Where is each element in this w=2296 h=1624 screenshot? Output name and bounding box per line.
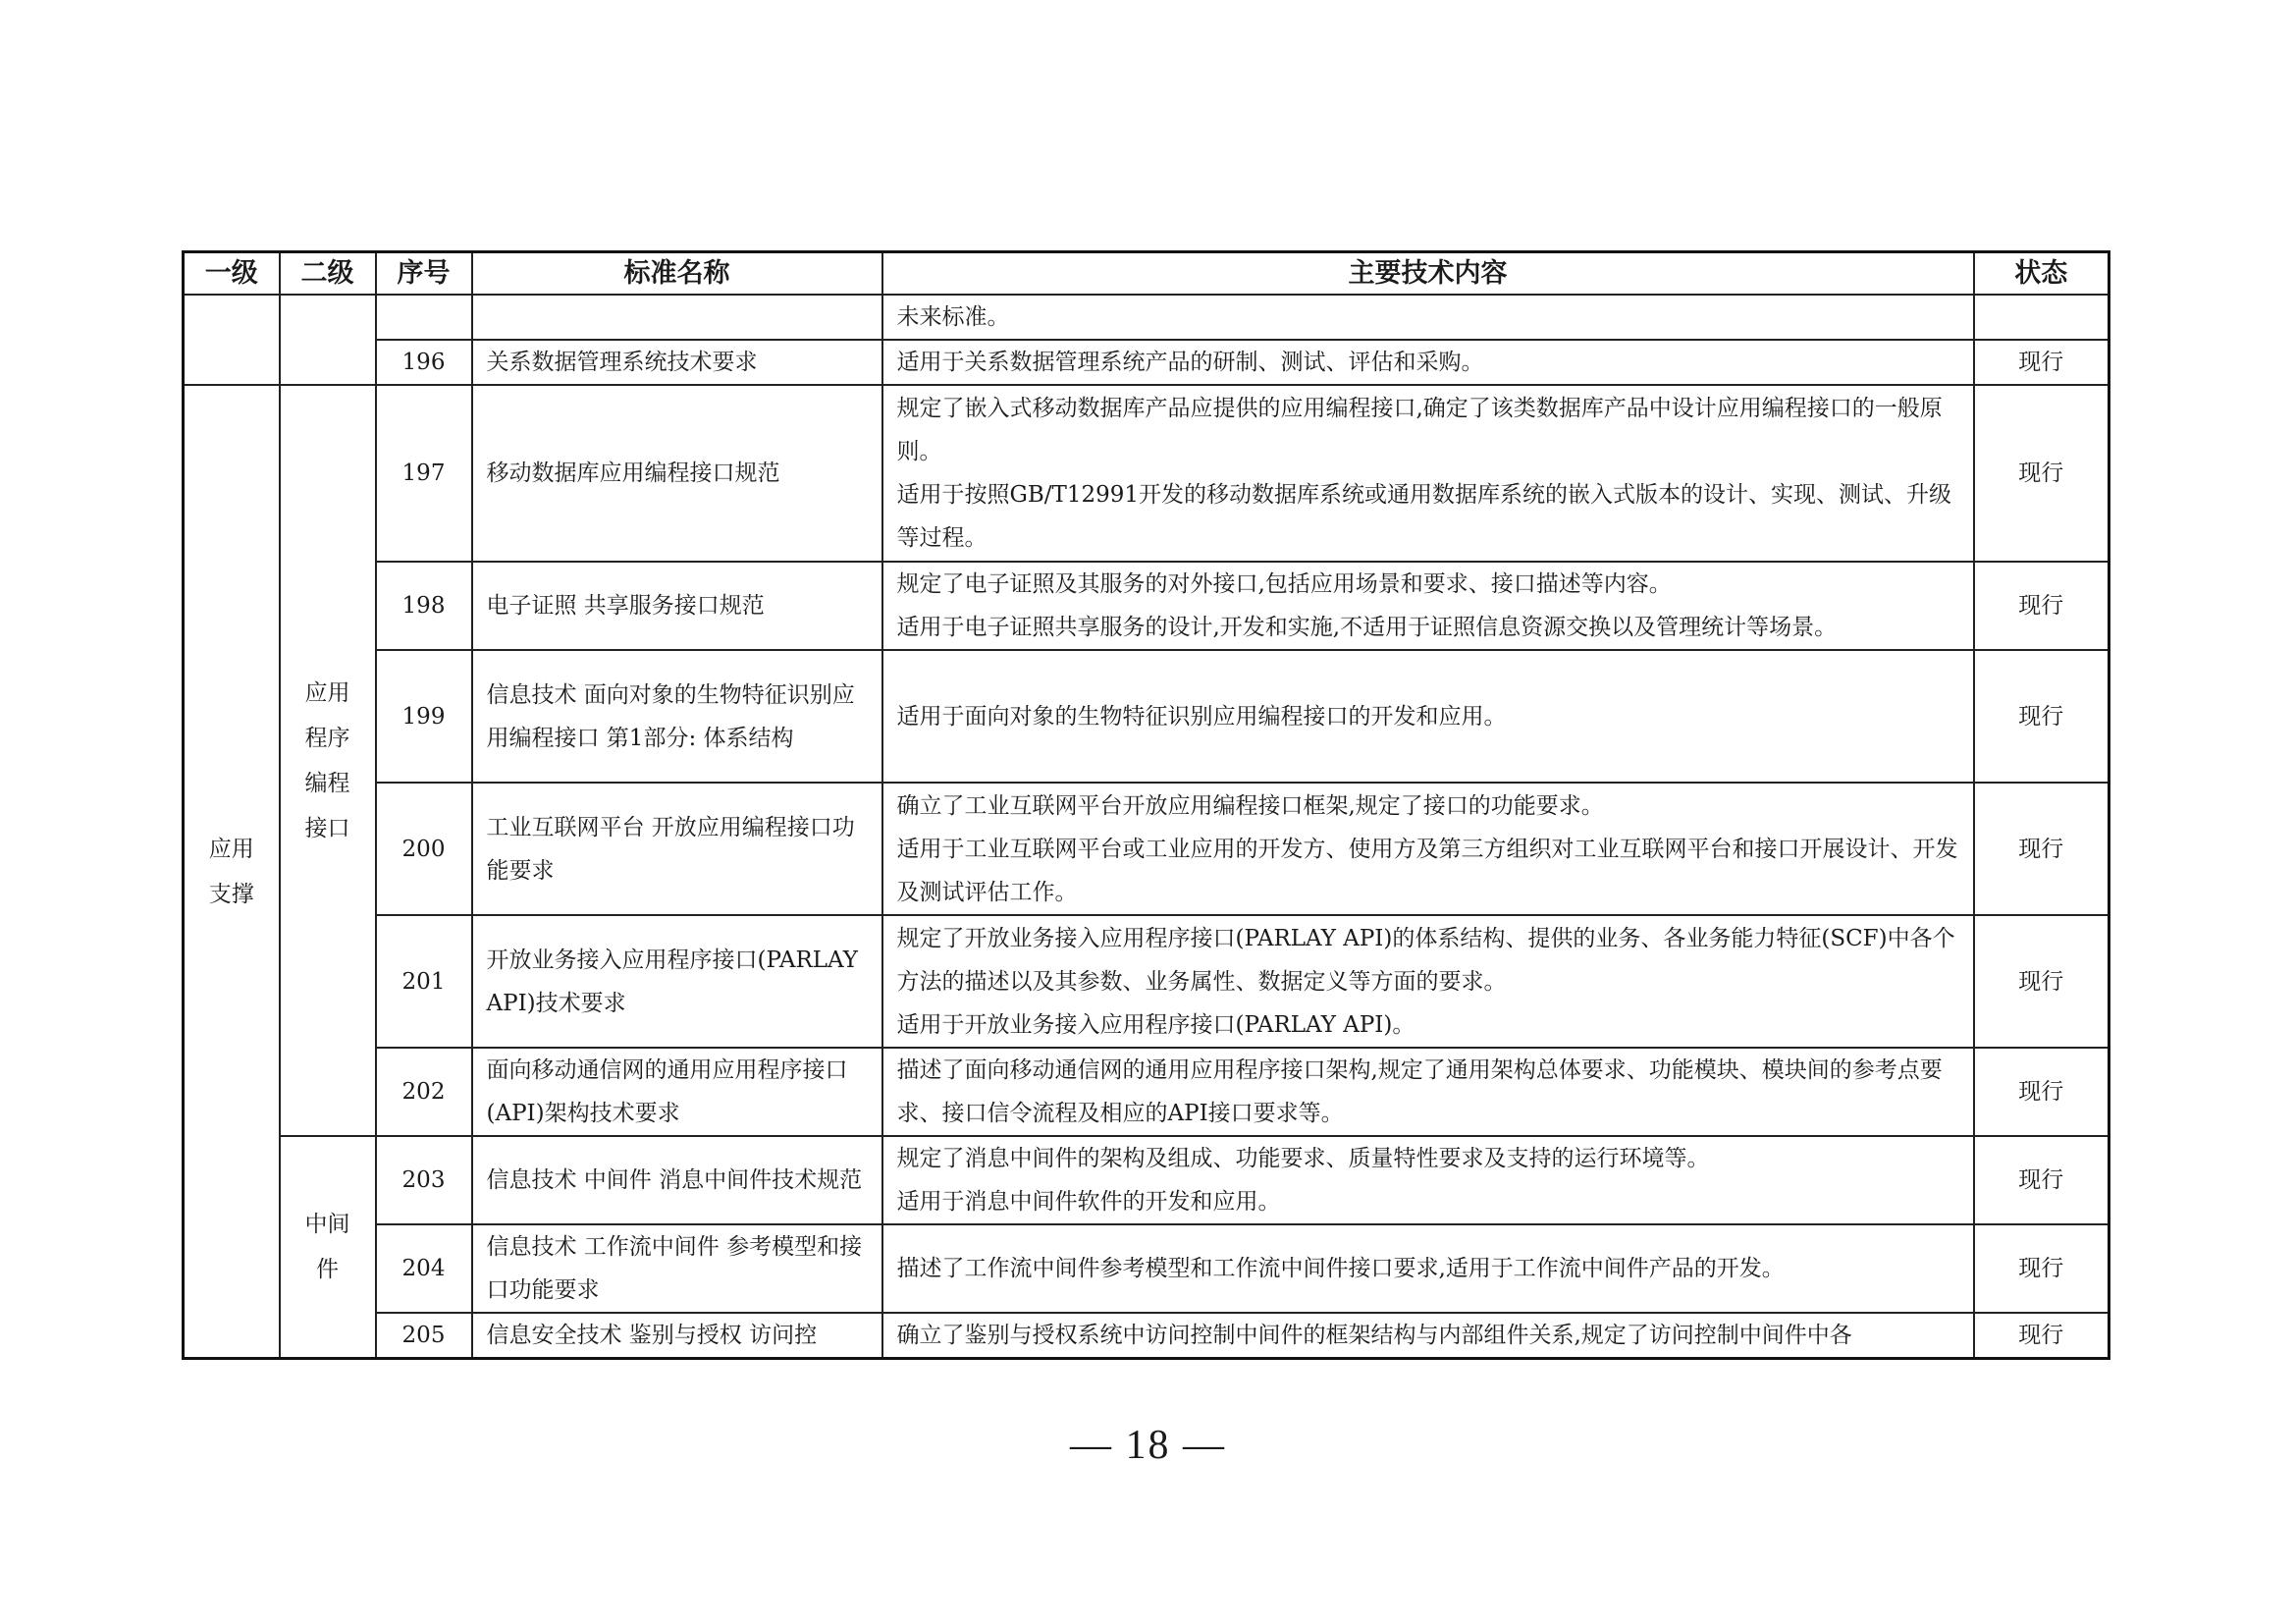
name-cell: 移动数据库应用编程接口规范	[472, 385, 882, 562]
table-row	[184, 1224, 2109, 1313]
standards-table	[182, 250, 2110, 1360]
name-cell: 工业互联网平台 开放应用编程接口功能要求	[472, 783, 882, 915]
status-cell: 现行	[1974, 340, 2109, 385]
content-cell	[882, 1313, 1974, 1359]
page-number: — 18 —	[1070, 1423, 1226, 1468]
table-row	[184, 783, 2109, 915]
status-cell	[1974, 295, 2109, 340]
level1-group-cell	[184, 385, 280, 1359]
name-cell: 信息技术 工作流中间件 参考模型和接口功能要求	[472, 1224, 882, 1313]
status-cell: 现行	[1974, 783, 2109, 915]
content-cell	[882, 562, 1974, 650]
seq-cell	[376, 295, 472, 340]
table-row	[184, 915, 2109, 1048]
seq-cell: 199	[376, 650, 472, 783]
content-line: 描述了面向移动通信网的通用应用程序接口架构,规定了通用架构总体要求、功能模块、模块间的参考点要求、接口信令流程及相应的API接口要求等。	[896, 1057, 1943, 1126]
seq-cell: 202	[376, 1048, 472, 1136]
level2-group-label-middleware: 中间件	[304, 1212, 350, 1282]
content-cell: 未来标准。	[882, 295, 1974, 340]
status-cell: 现行	[1974, 1136, 2109, 1224]
content-cell	[882, 1136, 1974, 1224]
seq-cell: 200	[376, 783, 472, 915]
seq-cell: 203	[376, 1136, 472, 1224]
content-cell	[882, 1224, 1974, 1313]
content-line: 适用于面向对象的生物特征识别应用编程接口的开发和应用。	[896, 703, 1507, 730]
content-cell	[882, 650, 1974, 783]
status-cell: 现行	[1974, 385, 2109, 562]
name-cell: 信息技术 面向对象的生物特征识别应用编程接口 第1部分: 体系结构	[472, 650, 882, 783]
status-cell: 现行	[1974, 562, 2109, 650]
table-row	[184, 562, 2109, 650]
seq-cell: 198	[376, 562, 472, 650]
name-cell: 电子证照 共享服务接口规范	[472, 562, 882, 650]
content-cell	[882, 385, 1974, 562]
header-seq: 序号	[376, 252, 472, 296]
table-row	[184, 295, 2109, 340]
content-line: 适用于消息中间件软件的开发和应用。	[896, 1189, 1281, 1215]
name-cell: 面向移动通信网的通用应用程序接口(API)架构技术要求	[472, 1048, 882, 1136]
content-line: 规定了电子证照及其服务的对外接口,包括应用场景和要求、接口描述等内容。	[896, 571, 1672, 597]
content-line: 适用于电子证照共享服务的设计,开发和实施,不适用于证照信息资源交换以及管理统计等场景。	[896, 615, 1838, 640]
status-cell: 现行	[1974, 1048, 2109, 1136]
name-cell: 开放业务接入应用程序接口(PARLAY API)技术要求	[472, 915, 882, 1048]
header-content: 主要技术内容	[882, 252, 1974, 296]
content-line: 适用于开放业务接入应用程序接口(PARLAY API)。	[896, 1011, 1415, 1038]
name-cell: 信息技术 中间件 消息中间件技术规范	[472, 1136, 882, 1224]
seq-cell: 204	[376, 1224, 472, 1313]
table-row	[184, 385, 2109, 562]
content-cell: 适用于关系数据管理系统产品的研制、测试、评估和采购。	[882, 340, 1974, 385]
table-row	[184, 650, 2109, 783]
table-row	[184, 1136, 2109, 1224]
level1-group-label: 应用支撑	[208, 836, 254, 907]
content-line: 描述了工作流中间件参考模型和工作流中间件接口要求,适用于工作流中间件产品的开发。	[896, 1256, 1785, 1281]
table-header-row	[184, 252, 2109, 296]
level1-cell-empty	[184, 295, 280, 385]
content-cell	[882, 783, 1974, 915]
content-line: 确立了工业互联网平台开放应用编程接口框架,规定了接口的功能要求。	[896, 792, 1604, 819]
seq-cell: 201	[376, 915, 472, 1048]
content-line: 规定了开放业务接入应用程序接口(PARLAY API)的体系结构、提供的业务、各业务能力特征(SCF)中各个方法的描述以及其参数、业务属性、数据定义等方面的要求。	[896, 925, 1955, 995]
name-cell: 关系数据管理系统技术要求	[472, 340, 882, 385]
status-cell: 现行	[1974, 650, 2109, 783]
status-cell: 现行	[1974, 1224, 2109, 1313]
content-cell	[882, 915, 1974, 1048]
header-status: 状态	[1974, 252, 2109, 296]
table-row	[184, 1048, 2109, 1136]
content-line: 适用于按照GB/T12991开发的移动数据库系统或通用数据库系统的嵌入式版本的设计、实现、测试、升级等过程。	[896, 482, 1952, 551]
name-cell	[472, 295, 882, 340]
level2-group-cell-api	[280, 385, 376, 1136]
table-row	[184, 1313, 2109, 1359]
seq-cell: 205	[376, 1313, 472, 1359]
status-cell: 现行	[1974, 1313, 2109, 1359]
table-row	[184, 340, 2109, 385]
seq-cell: 197	[376, 385, 472, 562]
level2-group-label-api: 应用程序编程接口	[304, 679, 350, 841]
header-level2: 二级	[280, 252, 376, 296]
level2-cell-empty	[280, 295, 376, 385]
level2-group-cell-middleware	[280, 1136, 376, 1359]
seq-cell: 196	[376, 340, 472, 385]
header-level1: 一级	[184, 252, 280, 296]
content-line: 规定了嵌入式移动数据库产品应提供的应用编程接口,确定了该类数据库产品中设计应用编程接口的一般原则。	[896, 396, 1943, 464]
content-cell	[882, 1048, 1974, 1136]
status-cell: 现行	[1974, 915, 2109, 1048]
header-name: 标准名称	[472, 252, 882, 296]
content-line: 适用于工业互联网平台或工业应用的开发方、使用方及第三方组织对工业互联网平台和接口开展设计、开发及测试评估工作。	[896, 836, 1958, 905]
content-line: 确立了鉴别与授权系统中访问控制中间件的框架结构与内部组件关系,规定了访问控制中间件中各	[896, 1323, 1852, 1348]
content-line: 规定了消息中间件的架构及组成、功能要求、质量特性要求及支持的运行环境等。	[896, 1146, 1710, 1171]
name-cell: 信息安全技术 鉴别与授权 访问控	[472, 1313, 882, 1359]
